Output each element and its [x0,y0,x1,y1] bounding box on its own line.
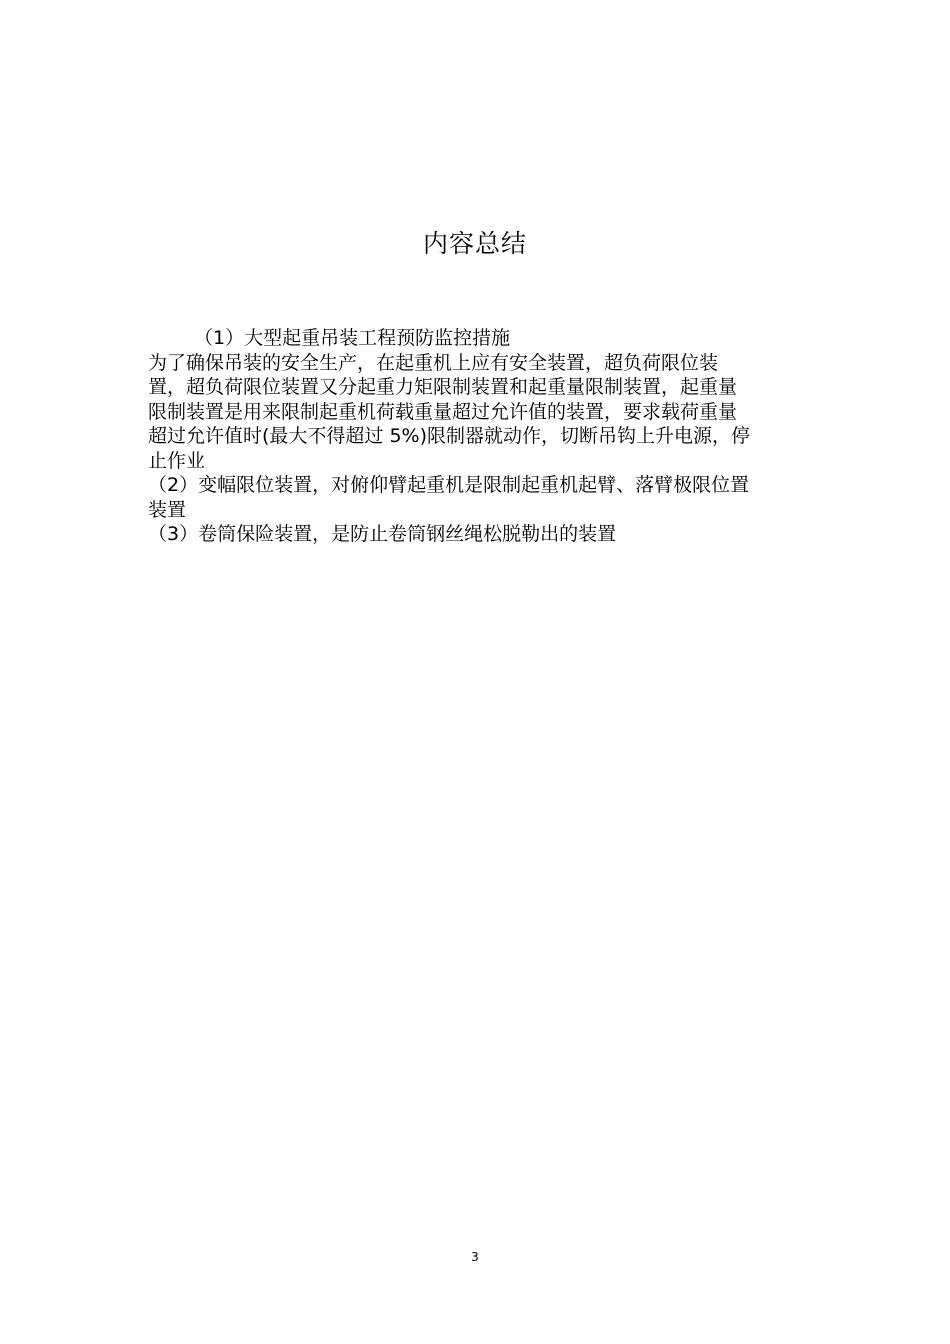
paragraph-line: 超过允许值时(最大不得超过 5%)限制器就动作，切断吊钩上升电源，停 [148,425,751,447]
paragraph-line: 置，超负荷限位装置又分起重力矩限制装置和起重量限制装置，起重量 [148,376,738,398]
page-number: 3 [471,1250,479,1264]
paragraph-line: （3）卷筒保险装置，是防止卷筒钢丝绳松脱勒出的装置 [148,523,617,545]
section-heading: （1）大型起重吊装工程预防监控措施 [194,327,511,349]
paragraph-line: 限制装置是用来限制起重机荷载重量超过允许值的装置，要求载荷重量 [148,400,738,423]
document-body [148,326,808,547]
paragraph-line: （2）变幅限位装置，对俯仰臂起重机是限制起重机起臂、落臂极限位置 [148,474,750,496]
paragraph-line: 为了确保吊装的安全生产，在起重机上应有安全装置，超负荷限位装 [148,351,719,374]
paragraph-line: 止作业 [148,449,206,472]
page-title: 内容总结 [422,229,527,258]
paragraph-line: 装置 [148,498,187,521]
